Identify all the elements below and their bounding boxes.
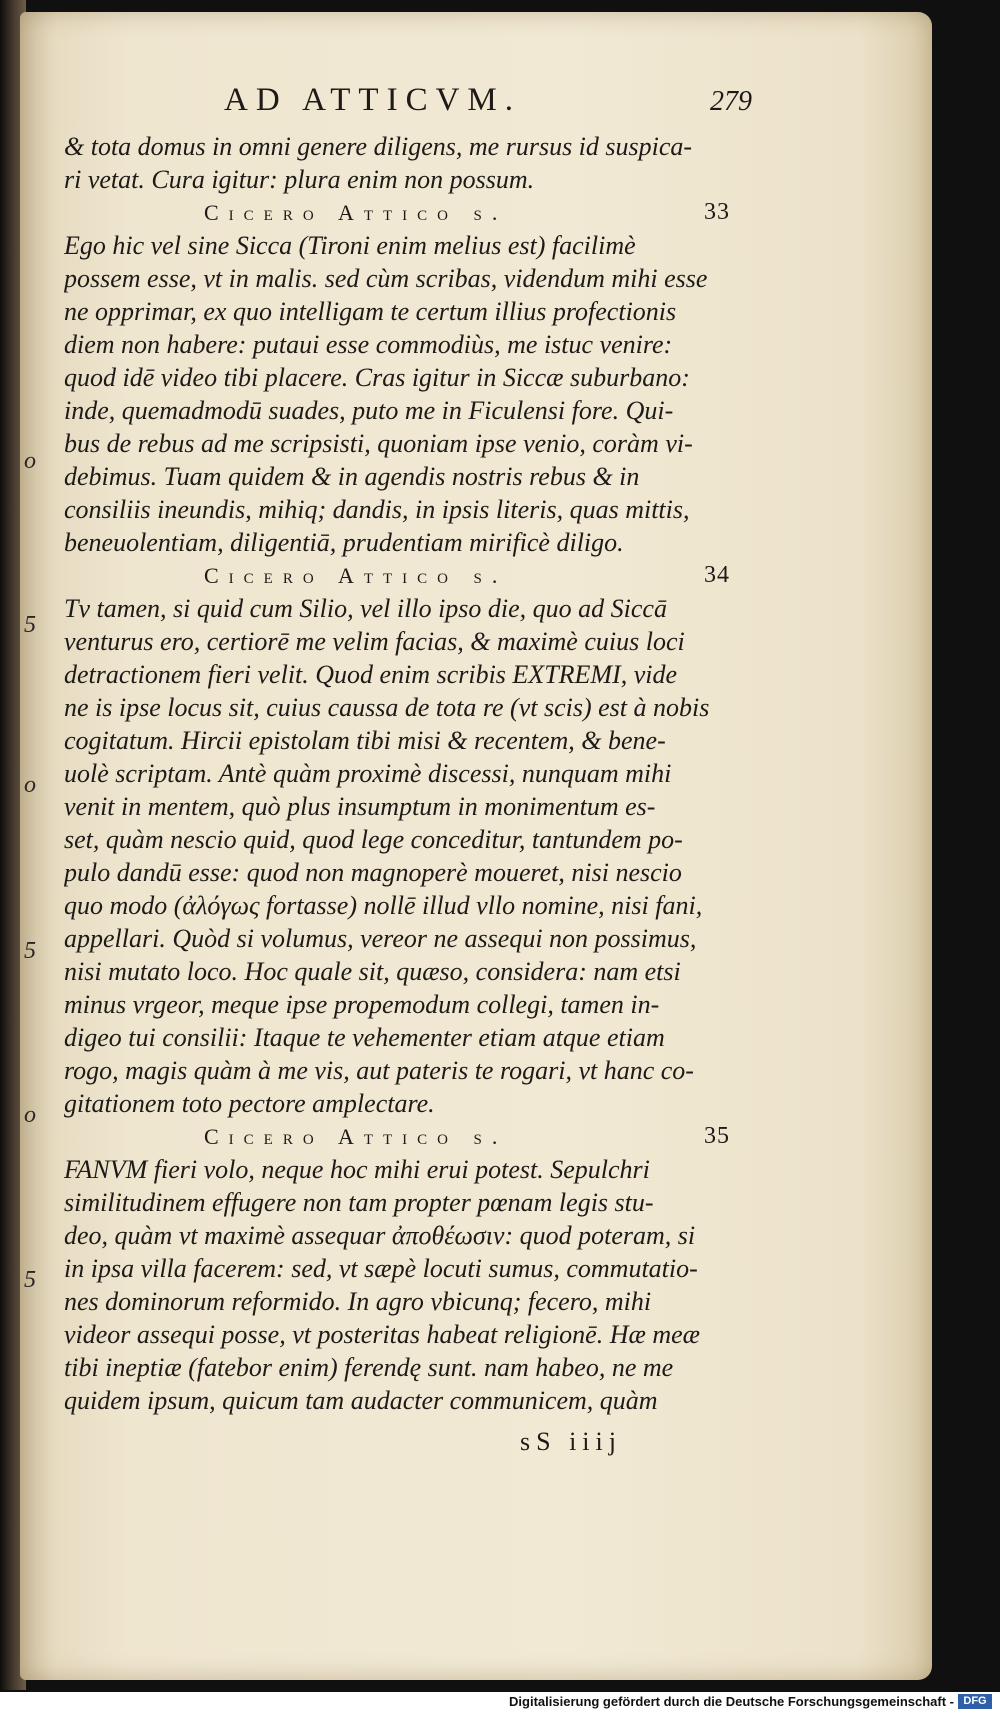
text-line: quidem ipsum, quicum tam audacter communicem, quàm xyxy=(64,1386,658,1415)
letter-title: Cicero Attico s. xyxy=(204,1124,508,1149)
text-line: Tv tamen, si quid cum Silio, vel illo ipso die, quo ad Siccā xyxy=(64,594,667,623)
running-head xyxy=(64,82,764,130)
text-line: set, quàm nescio quid, quod lege conceditur, tantundem po- xyxy=(64,825,683,854)
signature-mark: sS iiij xyxy=(520,1427,622,1456)
text-line: & tota domus in omni genere diligens, me rursus id suspica- xyxy=(64,132,693,161)
book-page xyxy=(20,12,932,1680)
text-line: possem esse, vt in malis. sed cùm scribas, videndum mihi esse xyxy=(64,264,708,293)
margin-mark: o xyxy=(24,448,36,474)
text-line: bus de rebus ad me scripsisti, quoniam ipse venio, coràm vi- xyxy=(64,429,693,458)
text-line: quod idē video tibi placere. Cras igitur in Siccæ suburbano: xyxy=(64,363,690,392)
text-line: appellari. Quòd si volumus, vereor ne assequi non possimus, xyxy=(64,924,697,953)
dfg-logo: DFG xyxy=(958,1694,992,1709)
margin-mark: 5 xyxy=(24,938,36,964)
text-line: diem non habere: putaui esse commodiùs, me istuc venire: xyxy=(64,330,673,359)
text-line: ne opprimar, ex quo intelligam te certum illius profectionis xyxy=(64,297,677,326)
text-line: in ipsa villa facerem: sed, vt sæpè locuti sumus, commutatio- xyxy=(64,1254,698,1283)
text-line: pulo dandū esse: quod non magnoperè moueret, nisi nescio xyxy=(64,858,682,887)
text-line: gitationem toto pectore amplectare. xyxy=(64,1089,435,1118)
text-line: Ego hic vel sine Sicca (Tironi enim melius est) facilimè xyxy=(64,231,636,260)
text-line: rogo, magis quàm à me vis, aut pateris te rogari, vt hanc co- xyxy=(64,1056,694,1085)
text-line: venturus ero, certiorē me velim facias, & maximè cuius loci xyxy=(64,627,685,656)
text-line: FANVM fieri volo, neque hoc mihi erui potest. Sepulchri xyxy=(64,1155,650,1184)
text-block xyxy=(64,82,764,1417)
text-line: detractionem fieri velit. Quod enim scribis EXTREMI, vide xyxy=(64,660,678,689)
letter-heading-35 xyxy=(64,1120,764,1153)
letter-heading-33 xyxy=(64,196,764,229)
text-line: tibi ineptiæ (fatebor enim) ferendę sunt. nam habeo, ne me xyxy=(64,1353,674,1382)
text-line: nes dominorum reformido. In agro vbicunq; fecero, mihi xyxy=(64,1287,652,1316)
letter-number: 35 xyxy=(704,1123,730,1149)
running-title: AD ATTICVM. xyxy=(224,82,522,118)
text-line: venit in mentem, quò plus insumptum in monimentum es- xyxy=(64,792,656,821)
text-line: nisi mutato loco. Hoc quale sit, quæso, considera: nam etsi xyxy=(64,957,681,986)
text-line: deo, quàm vt maximè assequar ἀποθέωσιν: quod poteram, si xyxy=(64,1221,696,1250)
letter-title: Cicero Attico s. xyxy=(204,200,508,225)
letter-number: 33 xyxy=(704,199,730,225)
text-line: videor assequi posse, vt posteritas habeat religionē. Hæ meæ xyxy=(64,1320,700,1349)
text-line: ri vetat. Cura igitur: plura enim non possum. xyxy=(64,165,535,194)
text-line: cogitatum. Hircii epistolam tibi misi & recentem, & bene- xyxy=(64,726,666,755)
margin-mark: o xyxy=(24,772,36,798)
funding-credit: Digitalisierung gefördert durch die Deutsche Forschungsgemeinschaft - xyxy=(509,1694,954,1709)
text-line: minus vrgeor, meque ipse propemodum collegi, tamen in- xyxy=(64,990,660,1019)
text-line: debimus. Tuam quidem & in agendis nostris rebus & in xyxy=(64,462,640,491)
text-line: similitudinem effugere non tam propter pœnam legis stu- xyxy=(64,1188,654,1217)
margin-mark: 5 xyxy=(24,612,36,638)
text-line: consiliis ineundis, mihiq; dandis, in ipsis literis, quas mittis, xyxy=(64,495,690,524)
text-line: digeo tui consilii: Itaque te vehementer etiam atque etiam xyxy=(64,1023,665,1052)
text-line: quo modo (ἀλόγως fortasse) nollē illud vllo nomine, nisi fani, xyxy=(64,891,703,920)
letter-number: 34 xyxy=(704,562,730,588)
letter-title: Cicero Attico s. xyxy=(204,563,508,588)
text-line: uolè scriptam. Antè quàm proximè discessi, nunquam mihi xyxy=(64,759,672,788)
text-line: ne is ipse locus sit, cuius caussa de tota re (vt scis) est à nobis xyxy=(64,693,710,722)
margin-mark: 5 xyxy=(24,1267,36,1293)
letter-heading-34 xyxy=(64,559,764,592)
footer-bar xyxy=(0,1692,1000,1713)
page-number: 279 xyxy=(710,86,752,117)
margin-mark: o xyxy=(24,1102,36,1128)
margin-line-numbers xyxy=(20,12,56,1680)
text-line: beneuolentiam, diligentiā, prudentiam mirificè diligo. xyxy=(64,528,624,557)
text-line: inde, quemadmodū suades, puto me in Ficulensi fore. Qui- xyxy=(64,396,674,425)
